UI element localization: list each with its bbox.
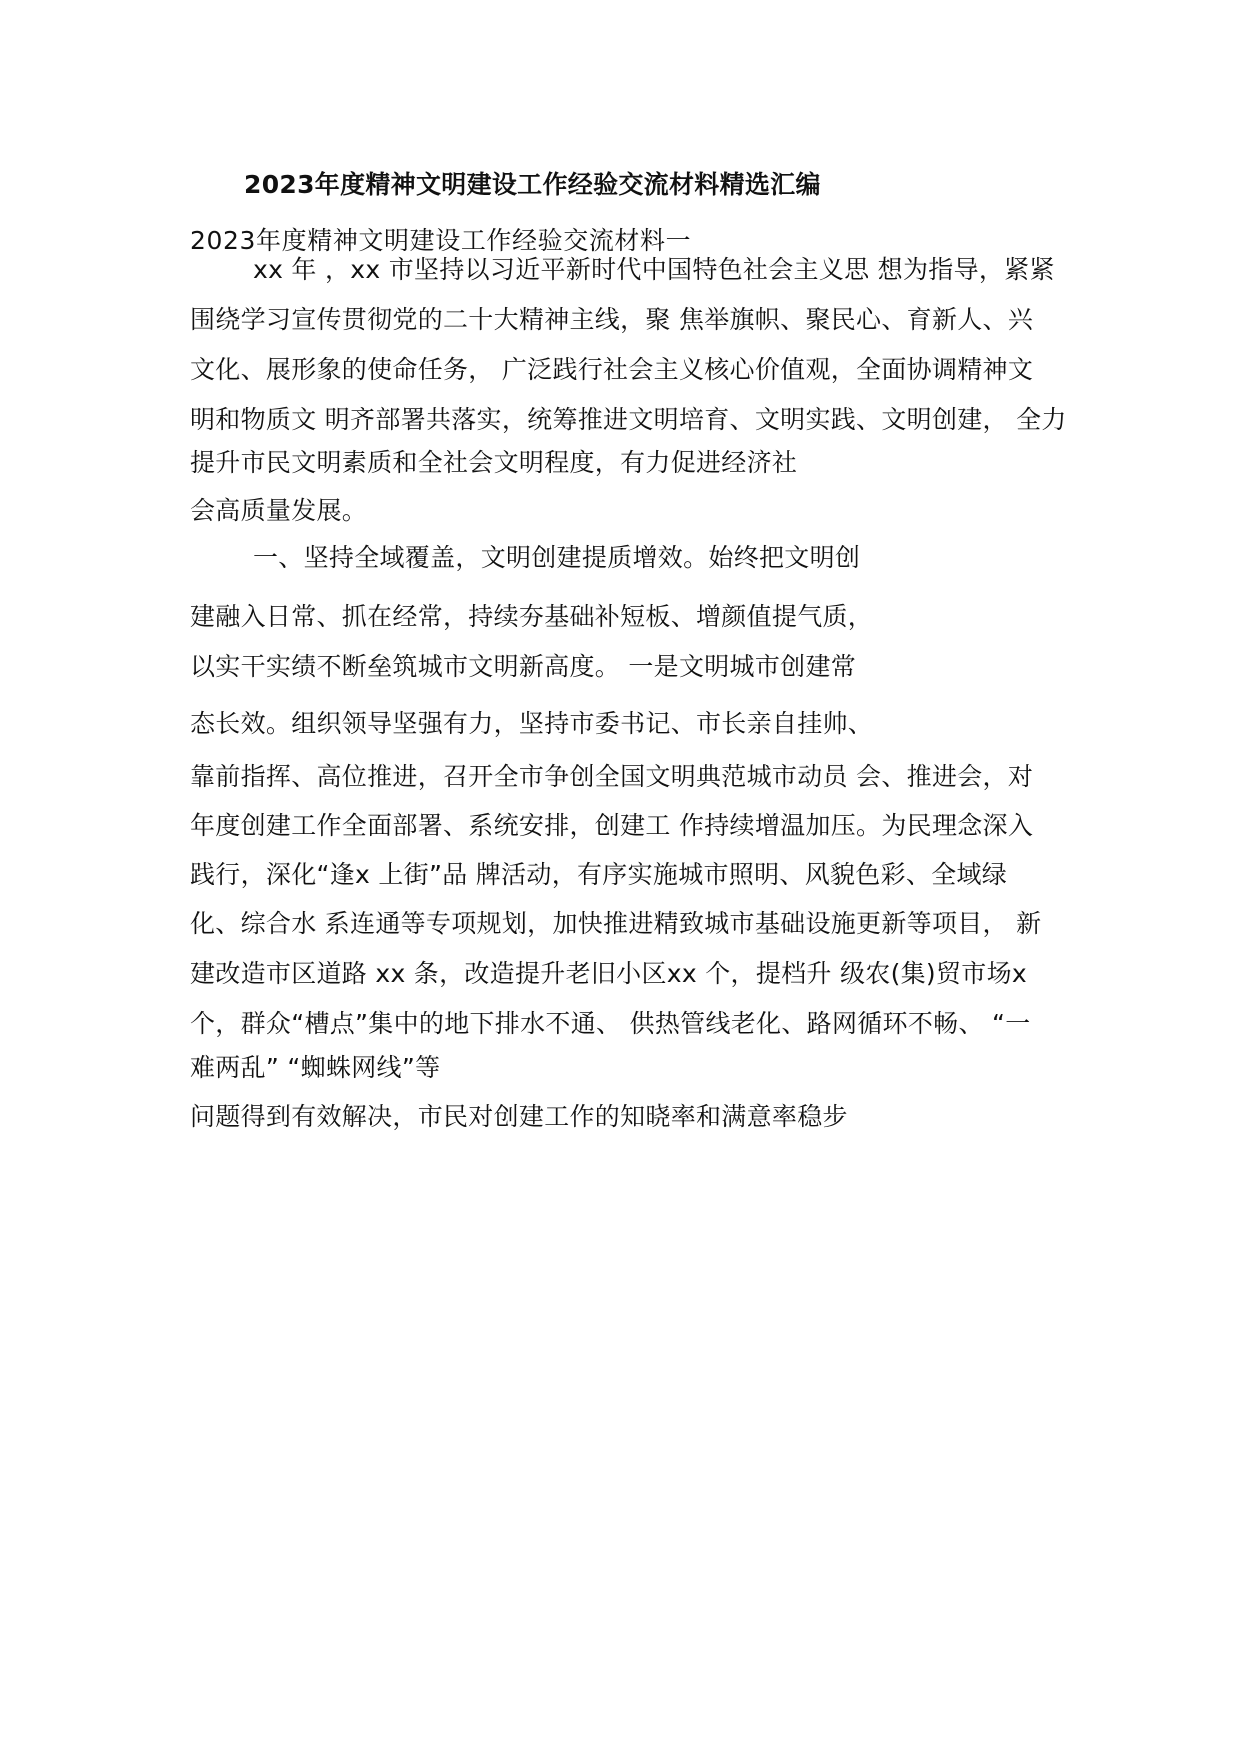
body-line: 践行，深化“逢x 上街”品 牌活动，有序实施城市照明、风貌色彩、全域绿 (190, 860, 1008, 889)
body-line: 建融入日常、抓在经常，持续夯基础补短板、增颜值提气质， (190, 602, 874, 631)
body-line: 围绕学习宣传贯彻党的二十大精神主线，聚 焦举旗帜、聚民心、育新人、兴 (190, 305, 1034, 334)
body-line: 化、综合水 系连通等专项规划，加快推进精致城市基础设施更新等项目， 新 (190, 909, 1042, 938)
body-line: 靠前指挥、高位推进，召开全市争创全国文明典范城市动员 会、推进会，对 (190, 762, 1034, 791)
body-line: 个，群众“槽点”集中的地下排水不通、 供热管线老化、路网循环不畅、 “一 (190, 1009, 1031, 1038)
body-line: 一、坚持全域覆盖，文明创建提质增效。始终把文明创 (253, 543, 861, 572)
body-line: xx 年 ，xx 市坚持以习近平新时代中国特色社会主义思 想为指导，紧紧 (253, 255, 1055, 284)
body-line: 态长效。组织领导坚强有力，坚持市委书记、市长亲自挂帅、 (190, 709, 874, 738)
body-line: 难两乱” “蜘蛛网线”等 (190, 1053, 441, 1082)
body-line: 问题得到有效解决，市民对创建工作的知晓率和满意率稳步 (190, 1102, 848, 1131)
document-title: 2023年度精神文明建设工作经验交流材料精选汇编 (244, 170, 821, 199)
body-line: 提升市民文明素质和全社会文明程度，有力促进经济社 (190, 448, 798, 477)
body-line: 明和物质文 明齐部署共落实，统筹推进文明培育、文明实践、文明创建， 全力 (190, 405, 1067, 434)
body-line: 建改造市区道路 xx 条，改造提升老旧小区xx 个，提档升 级农(集)贸市场x (190, 959, 1027, 988)
body-line: 会高质量发展。 (190, 496, 368, 525)
body-line: 以实干实绩不断垒筑城市文明新高度。 一是文明城市创建常 (190, 652, 857, 681)
body-line: 文化、展形象的使命任务， 广泛践行社会主义核心价值观，全面协调精神文 (190, 355, 1034, 384)
body-line: 年度创建工作全面部署、系统安排，创建工 作持续增温加压。为民理念深入 (190, 811, 1034, 840)
document-subtitle: 2023年度精神文明建设工作经验交流材料一 (190, 226, 692, 255)
